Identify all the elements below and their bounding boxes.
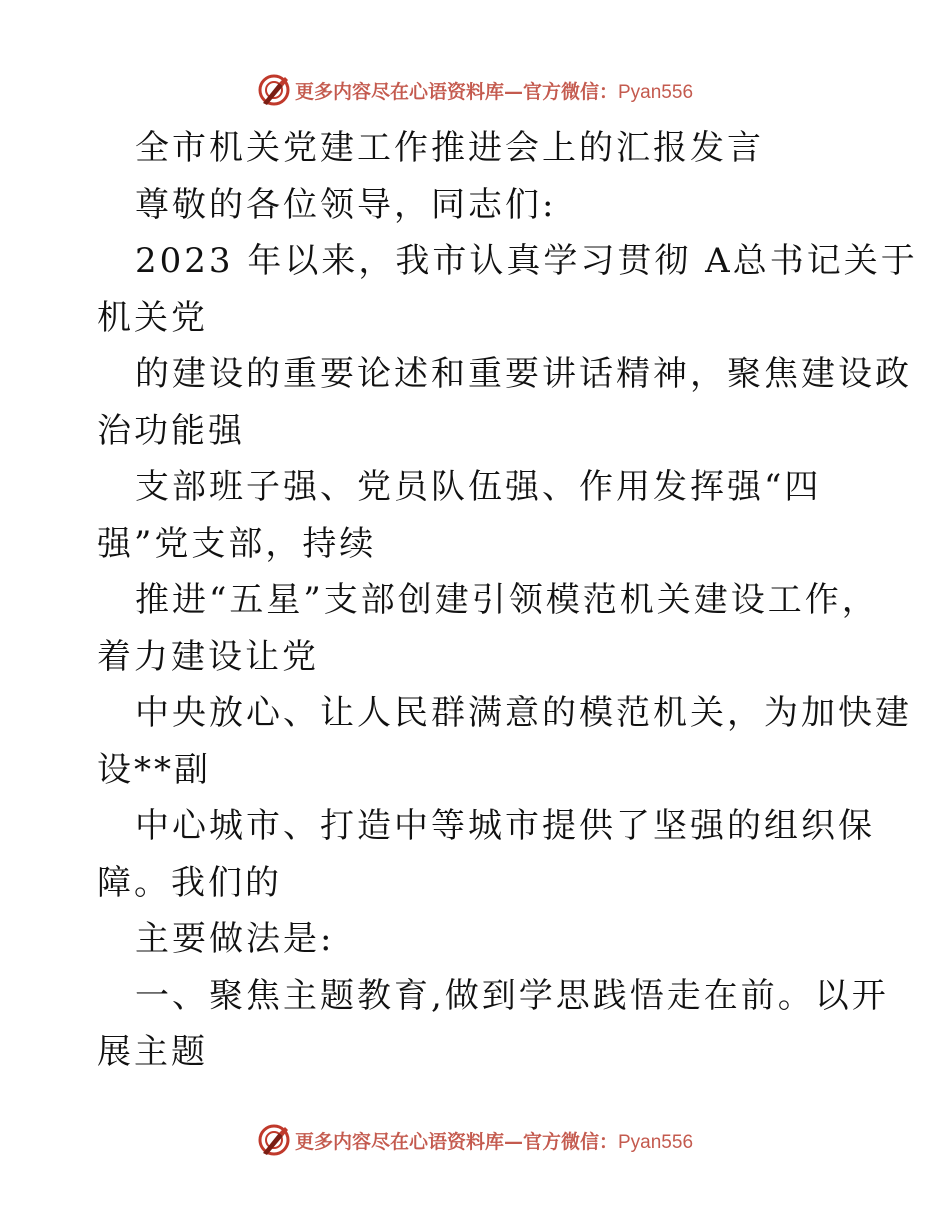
text-line: 尊敬的各位领导，同志们: [135, 184, 557, 225]
text-line: 强”党支部，持续 [97, 523, 377, 564]
watermark-header [0, 70, 950, 110]
text-line: 中心城市、打造中等城市提供了坚强的组织保 [135, 806, 875, 846]
text-line: 展主题 [97, 1032, 208, 1072]
text-line: 的建设的重要论述和重要讲话精神，聚焦建设政 [135, 354, 912, 394]
text-line: 2023 年以来，我市认真学习贯彻 A总书记关于 [135, 241, 918, 281]
text-line: 障。我们的 [97, 862, 282, 903]
text-line: 主要做法是: [135, 919, 335, 959]
text-line: 中央放心、让人民群满意的模范机关，为加快建 [135, 693, 912, 733]
watermark-wechat-id: Pyan556 [618, 81, 694, 103]
text-line: 机关党 [97, 297, 208, 338]
text-line: 着力建设让党 [97, 636, 319, 677]
pen-logo-icon [257, 73, 291, 107]
text-line: 治功能强 [97, 410, 245, 451]
text-line: 设**副 [97, 749, 211, 790]
watermark-text: 更多内容尽在心语资料库—官方微信：Pyan556 [294, 1130, 694, 1153]
text-line: 推进“五星”支部创建引领模范机关建设工作， [135, 580, 879, 620]
text-line: 一、聚焦主题教育,做到学思践悟走在前。以开 [135, 975, 889, 1016]
document-body [97, 120, 918, 1081]
pen-logo-icon [257, 1123, 291, 1157]
watermark-footer [0, 1120, 950, 1160]
watermark-text: 更多内容尽在心语资料库—官方微信：Pyan556 [294, 80, 694, 103]
text-line: 全市机关党建工作推进会上的汇报发言 [135, 128, 764, 168]
text-line: 支部班子强、党员队伍强、作用发挥强“四 [135, 467, 822, 507]
watermark-wechat-id: Pyan556 [618, 1131, 694, 1153]
